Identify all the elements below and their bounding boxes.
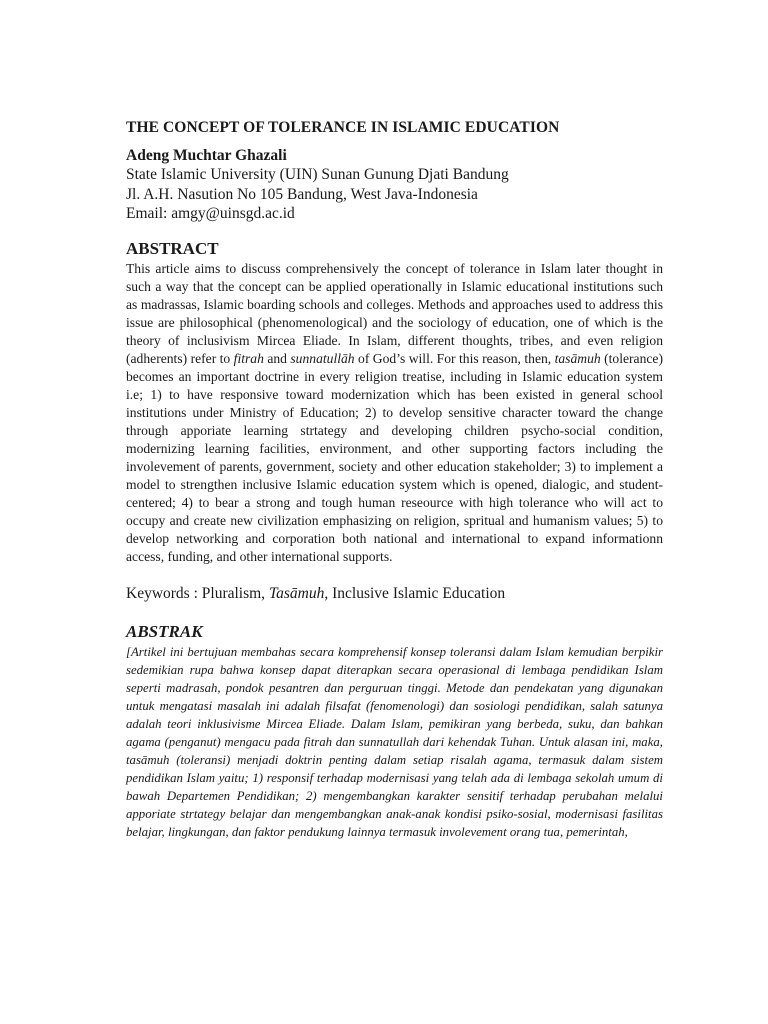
abstract-heading: ABSTRACT [126,238,219,258]
abstract-term-fitrah: fitrah [233,350,264,366]
abstract-part2: of God’s will. For this reason, then, [354,350,555,366]
abstract-part3: (tolerance) becomes an important doctrine in every religion treatise, including in Islamic education system i.e; 1) to have responsive toward modernization which has been existed in general school institutions under Ministry of Education; 2) to develop sensitive character toward the change through apporiate learning strtategy and developing children psycho-social condition, modernizing learning facilities, environment, and other supporting factors including the involevement of parents, government, society and other education stakeholder; 3) to implement a model to strengthen inclusive Islamic education system which is opened, dialogic, and student-centered; 4) to bear a strong and tough human reseource with high tolerance who will act to occupy and create new civilization emphasizing on religion, spritual and humanism values; 5) to develop networking and corporation both national and international to expand informationn access, funding, and other international supports. [126,350,663,564]
paper-title: THE CONCEPT OF TOLERANCE IN ISLAMIC EDUCATION [126,119,560,136]
keywords-line [126,584,663,604]
author-name: Adeng Muchtar Ghazali [126,147,287,164]
author-affiliation: State Islamic University (UIN) Sunan Gunung Djati Bandung [126,166,509,183]
keywords-label: Keywords : Pluralism, [126,584,269,602]
keywords-rest: , Inclusive Islamic Education [324,584,506,602]
abstract-term-sunnatullah: sunnatullāh [290,350,355,366]
author-address: Jl. A.H. Nasution No 105 Bandung, West Java-Indonesia [126,185,478,203]
abstract-body [126,260,663,566]
abstract-conj: and [263,350,291,366]
abstract-part1: This article aims to discuss comprehensively the concept of tolerance in Islam later thought in such a way that the concept can be applied operationally in Islamic educational institutions such as madrassas, Islamic boarding schools and colleges. Methods and approaches used to address this issue are philosophical (phenomenological) and the sociology of education, one of which is the theory of inclusivism Mircea Eliade. In Islam, different thoughts, tribes, and even religion (adherents) refer to [126,260,663,366]
keywords-term: Tasāmuh [268,584,325,602]
abstract-term-tasamuh: tasāmuh [554,350,601,366]
paper-page [126,118,663,841]
abstrak-heading: ABSTRAK [126,621,203,641]
author-email: Email: amgy@uinsgd.ac.id [126,205,295,222]
abstrak-body: [Artikel ini bertujuan membahas secara komprehensif konsep toleransi dalam Islam kemudian berpikir sedemikian rupa bahwa konsep dapat diterapkan secara operasional di lembaga pendidikan Islam seperti madrasah, pondok pesantren dan perguruan tinggi. Metode dan pendekatan yang digunakan untuk mengatasi masalah ini adalah filsafat (fenomenologi) dan sosiologi pendidikan, salah satunya adalah teori inklusivisme Mircea Eliade. Dalam Islam, pemikiran yang berbeda, suku, dan bahkan agama (penganut) mengacu pada fitrah dan sunnatullah dari kehendak Tuhan. Untuk alasan ini, maka, tasāmuh (toleransi) menjadi doktrin penting dalam setiap risalah agama, termasuk dalam sistem pendidikan Islam yaitu; 1) responsif terhadap modernisasi yang telah ada di lembaga sekolah umum di bawah Departemen Pendidikan; 2) mengembangkan karakter sensitif terhadap perubahan melalui apporiate strtategy belajar dan mengembangkan anak-anak kondisi psiko-sosial, modernisasi fasilitas belajar, lingkungan, dan faktor pendukung lainnya termasuk involevement orang tua, pemerintah, [126,644,663,839]
